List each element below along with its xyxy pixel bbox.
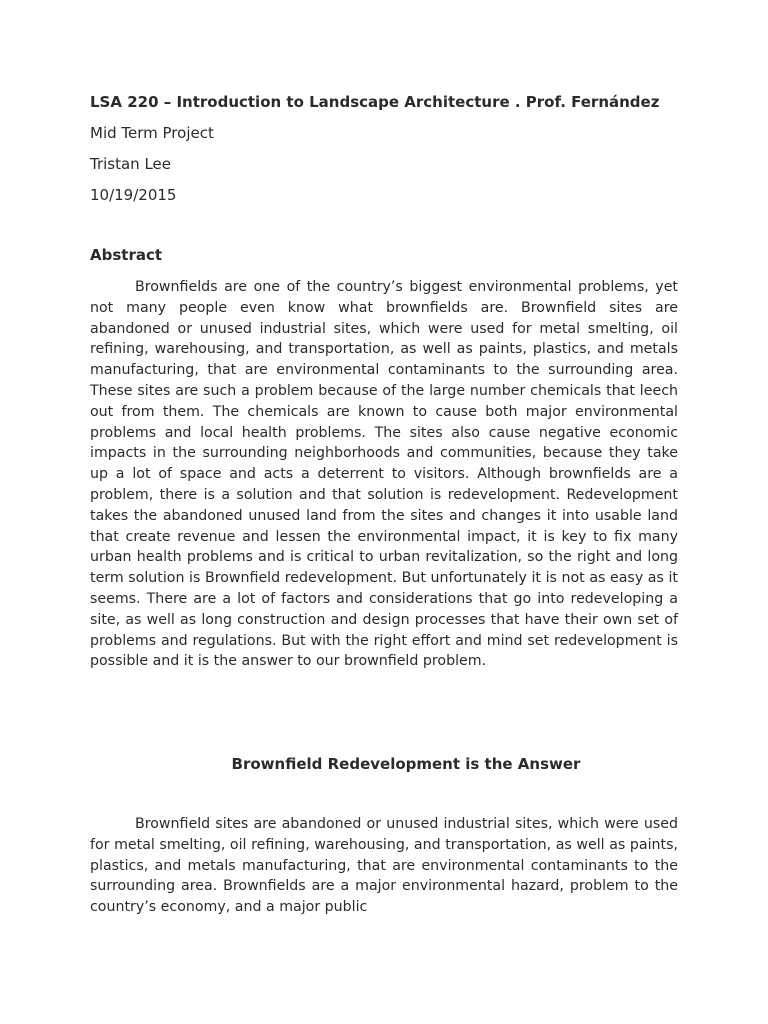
abstract-paragraph: Brownfields are one of the country’s biggest environmental problems, yet not many people even know what brownfields are. Brownfield sites are abandoned or unused industrial sites, which were used for metal smelting, oil refining, warehousing, and transportation, as well as paints, plastics, and metals manufacturing, that are environmental contaminants to the surrounding area. These sites are such a problem because of the large number chemicals that leech out from them. The chemicals are known to cause both major environmental problems and local health problems. The sites also cause negative economic impacts in the surrounding neighborhoods and communities, because they take up a lot of space and acts a deterrent to visitors. Although brownfields are a problem, there is a solution and that solution is redevelopment. Redevelopment takes the abandoned unused land from the sites and changes it into usable land that create revenue and lessen the environmental impact, it is key to fix many urban health problems and is critical to urban revitalization, so the right and long term solution is Brownfield redevelopment. But unfortunately it is not as easy as it seems. There are a lot of factors and considerations that go into redeveloping a site, as well as long construction and design processes that have their own set of problems and regulations. But with the right effort and mind set redevelopment is possible and it is the answer to our brownfield problem. — [90, 279, 678, 670]
section-paragraph: Brownfield sites are abandoned or unused industrial sites, which were used for metal smelting, oil refining, warehousing, and transportation, as well as paints, plastics, and metals manufacturing, that are environmental contaminants to the surrounding area. Brownfields are a major environmental hazard, problem to the country’s economy, and a major public — [90, 816, 678, 916]
document-date: 10/19/2015 — [90, 186, 177, 204]
section-title: Brownfield Redevelopment is the Answer — [231, 755, 581, 773]
author-name: Tristan Lee — [90, 155, 172, 173]
project-label: Mid Term Project — [90, 124, 214, 142]
abstract-heading: Abstract — [90, 246, 163, 264]
course-title: LSA 220 – Introduction to Landscape Architecture . Prof. Fernández — [90, 93, 660, 111]
